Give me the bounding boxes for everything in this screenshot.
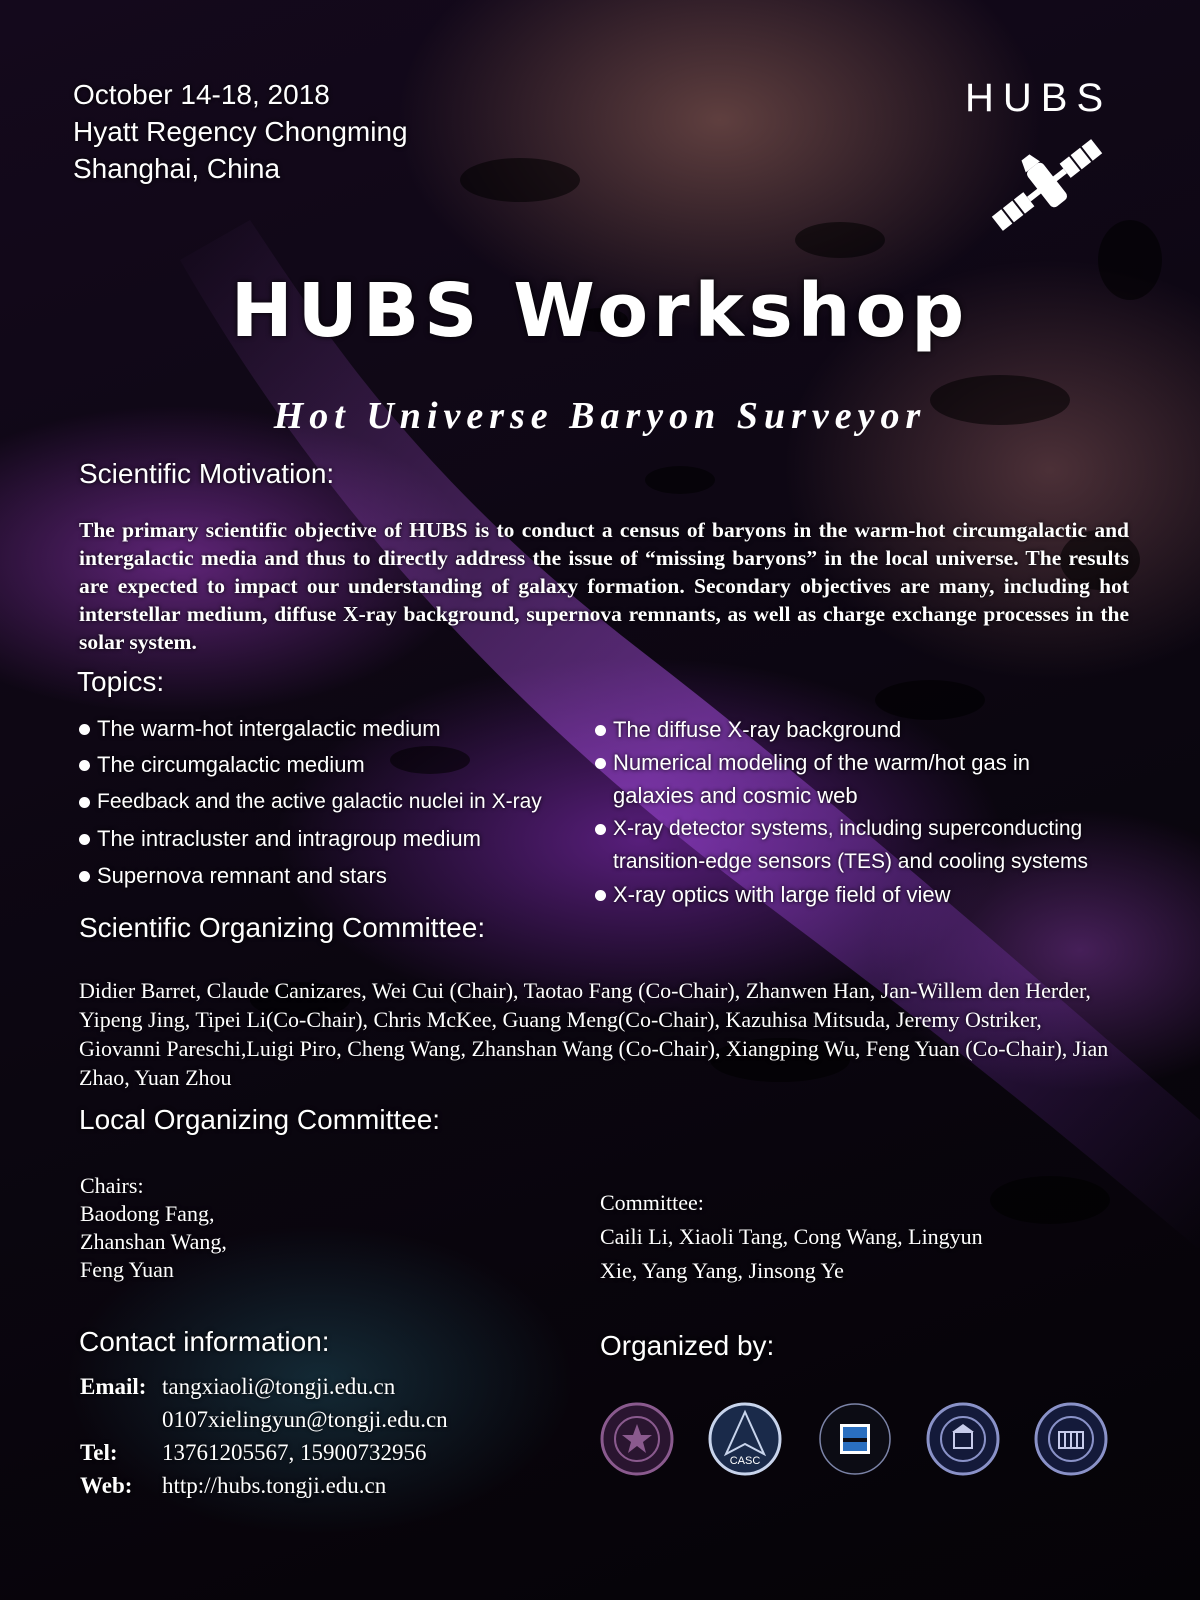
chair-name: Feng Yuan <box>80 1257 174 1282</box>
topics-left-list <box>77 712 597 892</box>
casc-seal-icon <box>708 1402 782 1476</box>
loc-committee <box>600 1186 983 1288</box>
tel-label: Tel: <box>80 1440 118 1465</box>
web-label: Web: <box>80 1473 133 1498</box>
committee-line: Xie, Yang Yang, Jinsong Ye <box>600 1258 844 1283</box>
motivation-heading: Scientific Motivation: <box>79 458 335 489</box>
soc-heading: Scientific Organizing Committee: <box>79 912 486 943</box>
tongji-university-seal-icon <box>1034 1402 1108 1476</box>
poster-title: HUBS Workshop <box>230 268 970 354</box>
satellite-icon <box>982 128 1112 243</box>
email-link[interactable]: tangxiaoli@tongji.edu.cn <box>162 1374 396 1399</box>
poster-subtitle: Hot Universe Baryon Surveyor <box>273 395 927 437</box>
soc-members: Didier Barret, Claude Canizares, Wei Cui (Chair), Taotao Fang (Co-Chair), Zhanwen Han, Jan-Willem den Herder, Yipeng Jing, Tipei Li(Co-Chair), Chris McKee, Guang Meng(Co-Chair), Kazuhisa Mitsuda, Jeremy Ostriker, Giovanni Pareschi,Luigi Piro, Cheng Wang, Zhanshan Wang (Co-Chair), Xiangping Wu, Feng Yuan (Co-Chair), Jian Zhao, Yuan Zhou <box>79 978 1109 1090</box>
contact-info <box>80 1370 448 1502</box>
list-item: Numerical modeling of the warm/hot gas in galaxies and cosmic web <box>593 746 1103 812</box>
motivation-text: The primary scientific objective of HUBS is to conduct a census of baryons in the warm-hot circumgalactic and intergalactic media and thus to directly address the issue of “missing baryons” in the local universe. The results are expected to impact our understanding of galaxy formation. Secondary objectives are many, including hot interstellar medium, diffuse X-ray background, supernova remnants, as well as charge exchange processes in the solar system. <box>79 518 1129 654</box>
organizers-heading: Organized by: <box>600 1330 775 1361</box>
chair-name: Baodong Fang, <box>80 1201 215 1226</box>
list-item: The diffuse X-ray background <box>593 713 1133 746</box>
loc-chairs <box>80 1172 227 1284</box>
tsinghua-seal-icon <box>600 1402 674 1476</box>
committee-label: Committee: <box>600 1190 704 1215</box>
event-date: October 14-18, 2018 <box>73 79 330 110</box>
list-item: Supernova remnant and stars <box>77 859 597 892</box>
event-city: Shanghai, China <box>73 153 281 184</box>
contact-heading: Contact information: <box>79 1326 330 1357</box>
event-venue: Hyatt Regency Chongming <box>73 116 408 147</box>
topics-heading: Topics: <box>77 666 165 697</box>
loc-heading: Local Organizing Committee: <box>79 1104 441 1135</box>
organizer-seals <box>600 1402 1120 1484</box>
list-item: The intracluster and intragroup medium <box>77 822 597 859</box>
chairs-label: Chairs: <box>80 1173 144 1198</box>
chair-name: Zhanshan Wang, <box>80 1229 227 1254</box>
casc-seal-label: CASC <box>729 1455 761 1467</box>
web-link[interactable]: http://hubs.tongji.edu.cn <box>162 1473 387 1498</box>
list-item: Feedback and the active galactic nuclei in X-ray <box>77 785 597 822</box>
event-info <box>73 76 408 187</box>
list-item: X-ray optics with large field of view <box>593 878 1133 911</box>
tel-value: 13761205567, 15900732956 <box>162 1440 427 1465</box>
email-link[interactable]: 0107xielingyun@tongji.edu.cn <box>162 1407 448 1432</box>
list-item: The warm-hot intergalactic medium <box>77 712 597 748</box>
list-item: X-ray detector systems, including superconducting transition-edge sensors (TES) and cooling systems <box>593 812 1133 878</box>
email-label: Email: <box>80 1374 147 1399</box>
committee-line: Caili Li, Xiaoli Tang, Cong Wang, Lingyun <box>600 1224 983 1249</box>
nanjing-university-seal-icon <box>926 1402 1000 1476</box>
hubs-logo-text: HUBS <box>965 76 1113 120</box>
topics-right-list <box>593 713 1133 911</box>
list-item: The circumgalactic medium <box>77 748 597 785</box>
shanghai-observatory-seal-icon <box>818 1402 892 1476</box>
